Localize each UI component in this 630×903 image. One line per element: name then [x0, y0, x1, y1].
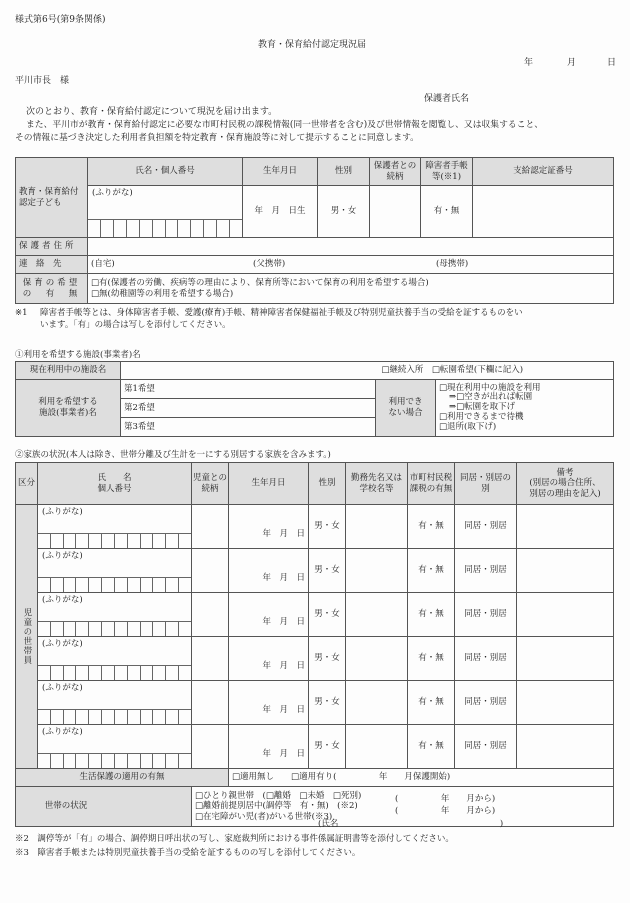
- member-tax-field[interactable]: 有・無: [408, 637, 455, 681]
- member-cohabit-field[interactable]: 同居・別居: [455, 593, 517, 637]
- child-handbook-field[interactable]: 有・無: [421, 186, 473, 238]
- member-birth-field[interactable]: 年 月 日: [229, 593, 309, 637]
- col-birth: 生年月日: [243, 158, 318, 186]
- childcare-yes-checkbox[interactable]: □有(保護者の労働、疾病等の理由により、保育所等において保育の利用を希望する場合): [91, 277, 429, 288]
- section1-title: ①利用を希望する施設(事業者)名: [15, 350, 141, 360]
- member-relation-field[interactable]: [192, 549, 229, 593]
- household-period-2: ( 年 月から): [395, 806, 496, 817]
- household-single-parent[interactable]: □ひとり親世帯 (□離婚 □未婚 □死別): [195, 790, 362, 801]
- col-workplace: 勤務先名又は学校名等: [346, 463, 408, 505]
- col-cert-number: 支給認定証番号: [473, 158, 614, 186]
- contact-mother: (母携帯): [436, 259, 469, 269]
- family-table: [15, 462, 614, 827]
- member-cohabit-field[interactable]: 同居・別居: [455, 505, 517, 549]
- member-sex-field[interactable]: 男・女: [309, 505, 346, 549]
- family-member-row: [16, 549, 614, 593]
- member-name-cell[interactable]: [38, 725, 192, 769]
- member-name-cell[interactable]: [38, 637, 192, 681]
- member-workplace-field[interactable]: [346, 593, 408, 637]
- note3: ※3 障害者手帳または特別児童扶養手当の受給を証するものの写しを添付してください。: [15, 848, 361, 858]
- note1-line2: います。「有」の場合は写しを添付してください。: [40, 320, 231, 330]
- member-name-cell[interactable]: [38, 549, 192, 593]
- member-name-cell[interactable]: [38, 505, 192, 549]
- contact-label: 連 絡 先: [16, 256, 88, 274]
- form-number: 様式第6号(第9条関係): [15, 15, 106, 25]
- col-relation: 保護者との続柄: [370, 158, 421, 186]
- address-label: 保護者住所: [16, 238, 88, 256]
- col-remarks: 備考 (別居の場合住所、 別居の理由を記入): [517, 463, 614, 505]
- contact-field[interactable]: [88, 256, 614, 274]
- col-sex: 性別: [318, 158, 370, 186]
- member-name-cell[interactable]: [38, 593, 192, 637]
- col-relation: 児童との続柄: [192, 463, 229, 505]
- furigana-label: (ふりがな): [42, 683, 83, 693]
- col-tax: 市町村民税課税の有無: [408, 463, 455, 505]
- intro-text-1: 次のとおり、教育・保育給付認定について現況を届け出ます。: [26, 107, 278, 117]
- childcare-no-checkbox[interactable]: □無(幼稚園等の利用を希望する場合): [91, 288, 234, 299]
- household-name-field: (氏名 ): [318, 818, 504, 829]
- family-member-row: [16, 593, 614, 637]
- family-member-row: [16, 725, 614, 769]
- individual-number-boxes[interactable]: [38, 666, 191, 680]
- household-separated[interactable]: □離婚前提別居中(調停等 有・無) (※2): [195, 801, 358, 812]
- child-relation-field[interactable]: [370, 186, 421, 238]
- member-tax-field[interactable]: 有・無: [408, 505, 455, 549]
- member-sex-field[interactable]: 男・女: [309, 637, 346, 681]
- member-sex-field[interactable]: 男・女: [309, 725, 346, 769]
- option-withdraw-transfer[interactable]: ⇒□転園を取下げ: [449, 402, 516, 413]
- furigana-label: (ふりがな): [42, 639, 83, 649]
- member-birth-field[interactable]: 年 月 日: [229, 637, 309, 681]
- member-sex-field[interactable]: 男・女: [309, 593, 346, 637]
- member-name-cell[interactable]: [38, 681, 192, 725]
- individual-number-boxes[interactable]: [38, 710, 191, 724]
- household-label: 世帯の状況: [16, 787, 192, 827]
- col-name: 氏 名 個人番号: [38, 463, 192, 505]
- family-member-row: [16, 681, 614, 725]
- member-remarks-field[interactable]: [517, 593, 614, 637]
- note1-line1: 障害者手帳等とは、身体障害者手帳、愛護(療育)手帳、精神障害者保健福祉手帳及び特別児童扶養手当の受給を証するものをい: [40, 308, 523, 318]
- child-sex-field[interactable]: 男・女: [318, 186, 370, 238]
- childcare-label: 保育の希望 の 有 無: [16, 274, 88, 304]
- member-tax-field[interactable]: 有・無: [408, 681, 455, 725]
- choice-2[interactable]: 第2希望: [121, 399, 376, 418]
- note2: ※2 調停等が「有」の場合、調停期日呼出状の写し、家庭裁判所における事件係属証明書等を添付してください。: [15, 834, 454, 844]
- furigana-label: (ふりがな): [42, 595, 83, 605]
- form-title: 教育・保育給付認定現況届: [258, 40, 367, 50]
- choice-1[interactable]: 第1希望: [121, 380, 376, 399]
- intro-text-3: その情報に基づき決定した利用者負担額を特定教育・保育施設等に対して提示することに同意します。: [15, 133, 419, 143]
- col-category: 区分: [16, 463, 38, 505]
- option-wait[interactable]: □利用できるまで待機: [439, 411, 524, 422]
- contact-home: (自宅): [91, 259, 115, 270]
- date-month: 月: [567, 58, 577, 68]
- furigana-label: (ふりがな): [42, 727, 83, 737]
- child-cert-field[interactable]: [473, 186, 614, 238]
- furigana-label: (ふりがな): [42, 507, 83, 517]
- furigana-label: (ふりがな): [42, 551, 83, 561]
- member-cohabit-field[interactable]: 同居・別居: [455, 549, 517, 593]
- unavailable-options[interactable]: [436, 380, 614, 437]
- welfare-label: 生活保護の適用の有無: [16, 769, 229, 787]
- child-name-cell[interactable]: [88, 186, 243, 238]
- facility-table: [15, 361, 614, 437]
- individual-number-boxes[interactable]: [38, 534, 191, 548]
- member-workplace-field[interactable]: [346, 725, 408, 769]
- member-relation-field[interactable]: [192, 725, 229, 769]
- guardian-name-label: 保護者氏名: [424, 94, 470, 104]
- welfare-options[interactable]: □適用無し □適用有り( 年 月保護開始): [229, 769, 614, 787]
- child-row-label: 教育・保育給付認定子ども: [16, 158, 88, 238]
- member-remarks-field[interactable]: [517, 505, 614, 549]
- section2-title: ②家族の状況(本人は除き、世帯分離及び生計を一にする別居する家族を含みます。): [15, 450, 331, 460]
- col-birth: 生年月日: [229, 463, 309, 505]
- member-relation-field[interactable]: [192, 593, 229, 637]
- member-workplace-field[interactable]: [346, 637, 408, 681]
- address-field[interactable]: [88, 238, 614, 256]
- current-facility-label: 現在利用中の施設名: [16, 362, 121, 380]
- choice-3[interactable]: 第3希望: [121, 418, 376, 437]
- member-workplace-field[interactable]: [346, 681, 408, 725]
- desired-facility-label: 利用を希望する 施設(事業者)名: [16, 380, 121, 437]
- member-sex-field[interactable]: 男・女: [309, 681, 346, 725]
- furigana-label: (ふりがな): [92, 188, 133, 198]
- individual-number-boxes[interactable]: [38, 578, 191, 592]
- col-handbook: 障害者手帳等(※1): [421, 158, 473, 186]
- member-remarks-field[interactable]: [517, 637, 614, 681]
- member-tax-field[interactable]: 有・無: [408, 725, 455, 769]
- col-sex: 性別: [309, 463, 346, 505]
- member-birth-field[interactable]: 年 月 日: [229, 505, 309, 549]
- member-tax-field[interactable]: 有・無: [408, 593, 455, 637]
- category-household-members: 児童の世帯員: [16, 505, 38, 769]
- contact-father: (父携帯): [253, 259, 286, 269]
- individual-number-boxes[interactable]: [38, 754, 191, 768]
- household-disabled[interactable]: □在宅障がい児(者)がいる世帯(※3): [195, 811, 333, 822]
- member-birth-field[interactable]: 年 月 日: [229, 681, 309, 725]
- option-use-current[interactable]: □現在利用中の施設を利用: [439, 382, 541, 393]
- member-relation-field[interactable]: [192, 637, 229, 681]
- member-cohabit-field[interactable]: 同居・別居: [455, 725, 517, 769]
- childcare-options[interactable]: [88, 274, 614, 304]
- member-workplace-field[interactable]: [346, 505, 408, 549]
- member-tax-field[interactable]: 有・無: [408, 549, 455, 593]
- member-workplace-field[interactable]: [346, 549, 408, 593]
- option-transfer-when-open[interactable]: ⇒□空きが出れば転園: [449, 392, 533, 403]
- child-birth-field[interactable]: 年 月 日生: [243, 186, 318, 238]
- member-cohabit-field[interactable]: 同居・別居: [455, 637, 517, 681]
- unavailable-label: 利用でき ない場合: [376, 380, 436, 437]
- household-period-1: ( 年 月から): [395, 794, 496, 804]
- current-facility-field[interactable]: [121, 362, 614, 380]
- member-birth-field[interactable]: 年 月 日: [229, 725, 309, 769]
- child-table: [15, 157, 614, 304]
- individual-number-boxes[interactable]: [38, 622, 191, 636]
- member-birth-field[interactable]: 年 月 日: [229, 549, 309, 593]
- member-remarks-field[interactable]: [517, 681, 614, 725]
- household-right-column: [318, 793, 504, 830]
- col-cohabit: 同居・別居の別: [455, 463, 517, 505]
- option-leave[interactable]: □退所(取下げ): [439, 421, 497, 432]
- current-facility-options[interactable]: □継続入所 □転園希望(下欄に記入): [381, 365, 524, 376]
- addressee: 平川市長 様: [15, 76, 70, 86]
- member-sex-field[interactable]: 男・女: [309, 549, 346, 593]
- intro-text-2: また、平川市が教育・保育給付認定に必要な市町村民税の課税情報(同一世帯者を含む)及び世帯情報を閲覧し、又は収集すること、: [26, 120, 544, 130]
- date-year: 年: [524, 58, 534, 68]
- family-member-row: [16, 637, 614, 681]
- member-remarks-field[interactable]: [517, 549, 614, 593]
- member-cohabit-field[interactable]: 同居・別居: [455, 681, 517, 725]
- col-name-id: 氏名・個人番号: [88, 158, 243, 186]
- member-relation-field[interactable]: [192, 681, 229, 725]
- family-member-row: [16, 505, 614, 549]
- member-relation-field[interactable]: [192, 505, 229, 549]
- member-remarks-field[interactable]: [517, 725, 614, 769]
- note1-mark: ※1: [15, 308, 28, 318]
- date-day: 日: [607, 58, 617, 68]
- individual-number-boxes[interactable]: [88, 220, 242, 237]
